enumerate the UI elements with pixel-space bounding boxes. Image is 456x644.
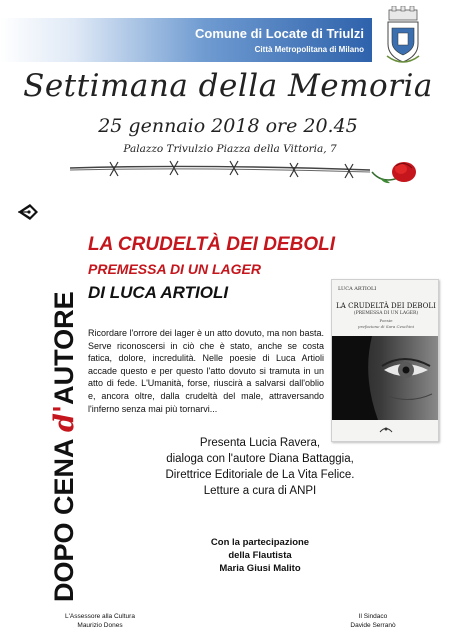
series-title-vertical (10, 206, 80, 602)
credits-editor: Direttrice Editoriale de La Vita Felice. (165, 469, 355, 481)
credits-block (120, 435, 400, 499)
credits-readings: Letture a cura di ANPI (203, 485, 317, 497)
book-cover-image (331, 279, 439, 442)
signature-right (318, 612, 428, 630)
cover-genre: Poesie (379, 318, 393, 323)
barbed-wire-icon (0, 150, 456, 190)
guest-intro: Con la partecipazione (210, 537, 310, 548)
book-title: LA CRUDELTÀ DEI DEBOLI (88, 234, 335, 255)
event-place: Palazzo Trivulzio Piazza della Vittoria, 7 (123, 143, 337, 155)
municipal-crest-icon (383, 6, 423, 68)
metropolitan-city: Città Metropolitana di Milano (254, 45, 364, 54)
book-author: DI LUCA ARTIOLI (88, 283, 229, 302)
cover-preface: prefazione di Sara Ceschini (358, 324, 414, 329)
guest-block (140, 536, 380, 575)
cover-title: LA CRUDELTÀ DEI DEBOLI (336, 302, 436, 310)
publisher-logo-icon (379, 424, 393, 434)
cover-author: LUCA ARTIOLI (338, 286, 377, 292)
guest-role: della Flautista (228, 550, 292, 561)
signature-left (40, 612, 160, 630)
municipality-name: Comune di Locate di Triulzi (194, 26, 364, 41)
series-title-part3: AUTORE (49, 291, 79, 405)
event-title: Settimana della Memoria (23, 68, 433, 104)
intro-paragraph: Ricordare l'orrore dei lager è un atto dovuto, ma non basta. Serve riconoscersi in ciò che è stato, anche se costa fatica, dolore, incredulità. Nelle poesie di Luca Artioli accade questo e per questo l'atto dovuto si tramuta in un atto di fede. L'Umanità, forse, riuscirà a salvarsi dall'oblio e, ancora oltre, dalla crudeltà del male, attraversando l'inferno senza mai più tornarvi... (88, 328, 324, 414)
signature-right-name: Davide Serranò (350, 622, 396, 629)
red-rose-icon (372, 162, 416, 183)
event-datetime: 25 gennaio 2018 ore 20.45 (98, 115, 358, 137)
guest-name: Maria Giusi Malito (219, 563, 301, 574)
signature-right-role: Il Sindaco (358, 613, 388, 620)
book-subtitle: PREMESSA DI UN LAGER (88, 261, 261, 277)
series-title-part1: DOPO CENA (49, 431, 79, 602)
credits-presenter: Presenta Lucia Ravera, (199, 437, 321, 449)
signature-left-role: L'Assessore alla Cultura (65, 613, 135, 620)
credits-dialogue: dialoga con l'autore Diana Battaggia, (166, 453, 354, 465)
series-title-part2: d' (49, 404, 80, 432)
cover-subtitle: (PREMESSA DI UN LAGER) (353, 311, 419, 316)
signature-left-name: Maurizio Dones (77, 622, 123, 629)
cover-eye-photo (332, 336, 439, 420)
